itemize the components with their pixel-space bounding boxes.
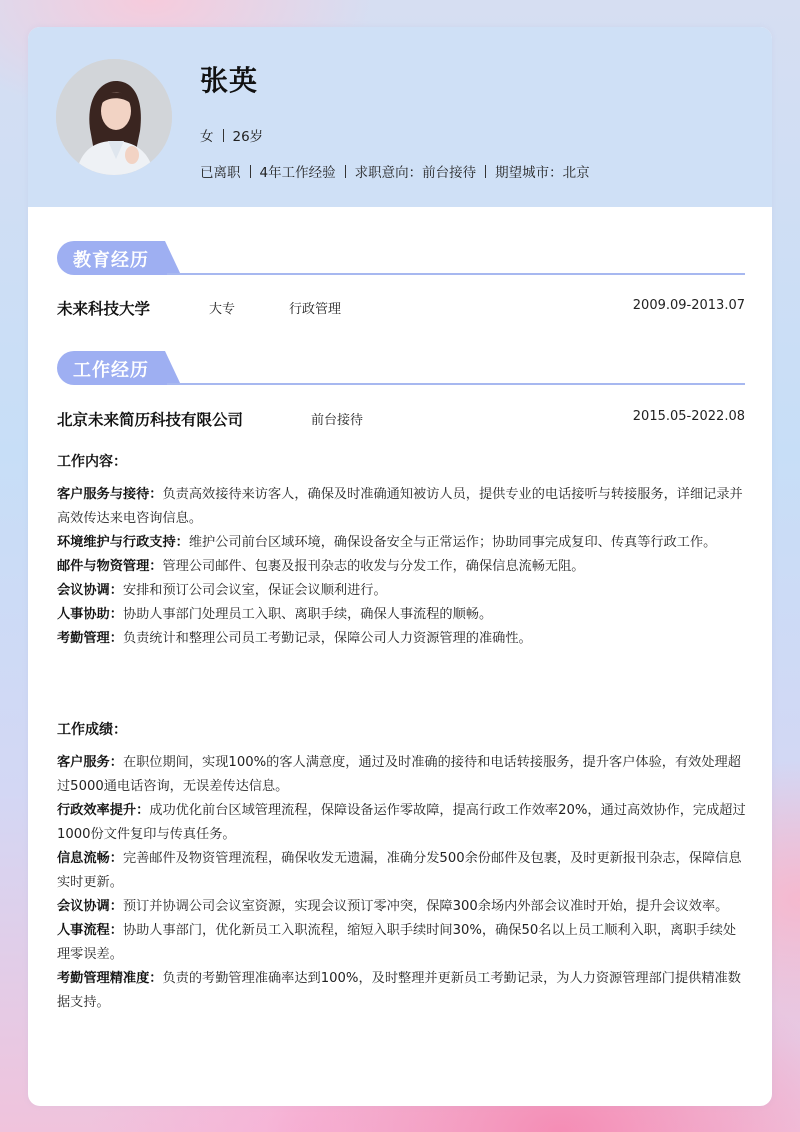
section-title: 教育经历	[73, 250, 149, 271]
school-name: 未来科技大学	[57, 300, 151, 318]
basic-info	[200, 125, 263, 145]
age: 26岁	[232, 129, 264, 145]
section-title: 工作经历	[73, 360, 149, 381]
divider	[223, 129, 224, 142]
duty-item: 环境维护与行政支持：维护公司前台区域环境，确保设备安全与正常运作；协助同事完成复印、传真等行政工作。	[57, 535, 717, 550]
company-name: 北京未来简历科技有限公司	[57, 411, 244, 429]
education-row	[57, 297, 745, 319]
job-intent: 求职意向：前台接待	[354, 165, 477, 181]
duty-item: 客户服务与接待：负责高效接待来访客人，确保及时准确通知被访人员，提供专业的电话接听与转接服务，详细记录并高效传达来电咨询信息。	[57, 487, 743, 526]
section-header-work	[57, 351, 745, 385]
achievement-item: 人事流程：协助人事部门，优化新员工入职流程，缩短入职手续时间30%，确保50名以上员工顺利入职，离职手续处理零误差。	[57, 923, 737, 962]
duties-title: 工作内容：	[57, 454, 127, 470]
section-rule	[167, 273, 745, 275]
achievement-item: 会议协调：预订并协调公司会议室资源，实现会议预订零冲突，保障300余场内外部会议准时开始，提升会议效率。	[57, 899, 729, 914]
achievement-item: 行政效率提升：成功优化前台区域管理流程，保障设备运作零故障，提高行政工作效率20%，通过高效协作，完成超过1000份文件复印与传真任务。	[57, 803, 746, 842]
duty-item: 考勤管理：负责统计和整理公司员工考勤记录，保障公司人力资源管理的准确性。	[57, 631, 532, 646]
divider	[345, 165, 346, 178]
gender: 女	[200, 129, 214, 145]
work-row	[57, 408, 745, 430]
position: 前台接待	[311, 413, 364, 428]
candidate-name: 张英	[200, 64, 259, 97]
divider	[485, 165, 486, 178]
avatar	[56, 59, 172, 175]
duty-item: 会议协调：安排和预订公司会议室，保证会议顺利进行。	[57, 583, 387, 598]
resume-card	[28, 27, 772, 1106]
major: 行政管理	[289, 302, 342, 317]
achievements-title: 工作成绩：	[57, 722, 127, 738]
duty-item: 邮件与物资管理：管理公司邮件、包裹及报刊杂志的收发与分发工作，确保信息流畅无阻。	[57, 559, 585, 574]
achievement-item: 信息流畅：完善邮件及物资管理流程，确保收发无遗漏，准确分发500余份邮件及包裹，及时更新报刊杂志，保障信息实时更新。	[57, 851, 742, 890]
divider	[250, 165, 251, 178]
achievement-item: 客户服务：在职位期间，实现100%的客人满意度，通过及时准确的接待和电话转接服务，提升客户体验，有效处理超过5000通电话咨询，无误差传达信息。	[57, 755, 741, 794]
work-period: 2015.05-2022.08	[632, 409, 745, 424]
achievements-list	[57, 751, 747, 1015]
duties-list	[57, 483, 747, 651]
profile-header	[28, 27, 772, 207]
job-info	[200, 161, 590, 181]
person-photo-icon	[56, 59, 172, 175]
achievement-item: 考勤管理精准度：负责的考勤管理准确率达到100%，及时整理并更新员工考勤记录，为人力资源管理部门提供精准数据支持。	[57, 971, 741, 1010]
education-period: 2009.09-2013.07	[632, 298, 745, 313]
section-header-education	[57, 241, 745, 275]
section-rule	[167, 383, 745, 385]
employment-status: 已离职	[200, 165, 241, 181]
degree: 大专	[209, 302, 236, 317]
experience-years: 4年工作经验	[259, 165, 336, 181]
duty-item: 人事协助：协助人事部门处理员工入职、离职手续，确保人事流程的顺畅。	[57, 607, 493, 622]
expected-city: 期望城市：北京	[495, 165, 590, 181]
